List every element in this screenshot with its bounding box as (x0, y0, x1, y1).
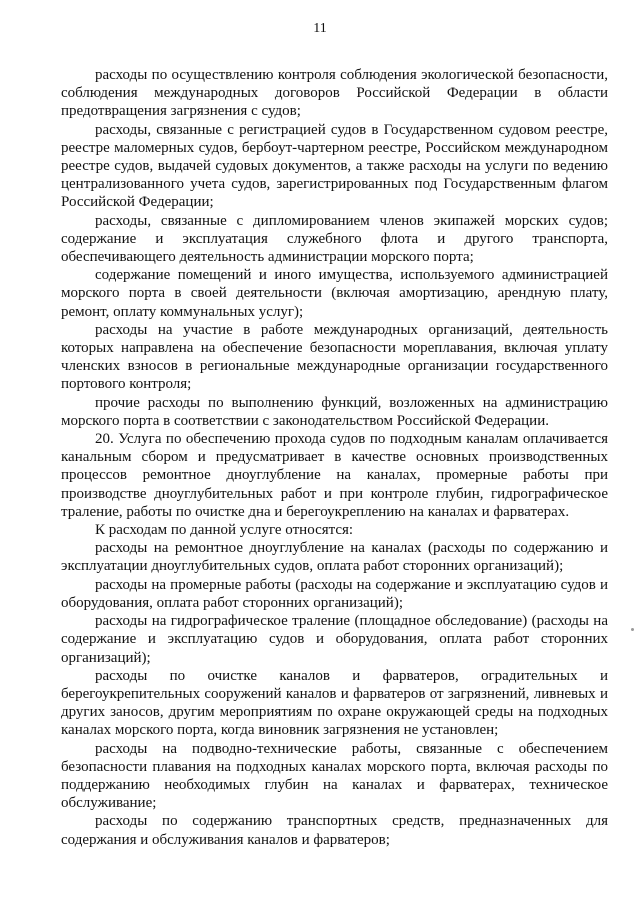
paragraph: расходы по содержанию транспортных средств, предназначенных для содержания и обслуживания каналов и фарватеров; (61, 813, 608, 848)
paragraph: расходы по осуществлению контроля соблюдения экологической безопасности, соблюдения международных договоров Российской Федерации в области предотвращения загрязнения с судов; (61, 67, 608, 120)
paragraph: расходы, связанные с регистрацией судов в Государственном судовом реестре, реестре маломерных судов, бербоут-чартерном реестре, Российском международном реестре судов, выдачей судовых документов, а также расходы на услуги по ведению централизованного учета судов, зарегистрированных под Государственным флагом Российской Федерации; (61, 121, 608, 211)
numbered-paragraph-20: 20. Услуга по обеспечению прохода судов по подходным каналам оплачивается канальным сбором и предусматривает в качестве основных производственных процессов ремонтное дноуглубление на каналах, промерные работы при производстве дноуглубительных работ и при контроле глубин, гидрографическое траление, работы по очистке дна и берегоукреплению на каналах и фарватерах. (61, 431, 608, 520)
paragraph: расходы на ремонтное дноуглубление на каналах (расходы по содержанию и эксплуатации дноуглубительных судов, оплата работ сторонних организаций); (61, 540, 608, 575)
paragraph: расходы, связанные с дипломированием членов экипажей морских судов; содержание и эксплуатация служебного флота и другого транспорта, обеспечивающего деятельность администрации морского порта; (61, 212, 608, 266)
paragraph: расходы на участие в работе международных организаций, деятельность которых направлена на обеспечение безопасности мореплавания, включая уплату членских взносов в региональные международные организации государственного портового контроля; (61, 321, 608, 393)
page-number: 11 (313, 21, 327, 36)
paragraph: расходы на промерные работы (расходы на содержание и эксплуатацию судов и оборудования, оплата работ сторонних организаций); (61, 576, 608, 611)
scan-speck (631, 628, 634, 631)
paragraph: содержание помещений и иного имущества, используемого администрацией морского порта в своей деятельности (включая амортизацию, арендную плату, ремонт, оплату коммунальных услуг); (61, 267, 608, 320)
paragraph: К расходам по данной услуге относятся: (95, 522, 354, 539)
paragraph: расходы по очистке каналов и фарватеров, оградительных и берегоукрепительных сооружений каналов и фарватеров от загрязнений, ливневых и других заносов, другим мероприятиям по охране окружающей среды на подходных каналах морского порта, когда виновник загрязнения не установлен; (61, 667, 608, 739)
paragraph: расходы на подводно-технические работы, связанные с обеспечением безопасности плавания на подходных каналах морского порта, включая расходы по поддержанию необходимых глубин на каналах и фарватерах, техническое обслуживание; (61, 740, 608, 812)
paragraph: расходы на гидрографическое траление (площадное обследование) (расходы на содержание и эксплуатацию судов и оборудования, оплата работ сторонних организаций); (61, 613, 608, 666)
document-body (61, 66, 608, 849)
paragraph: прочие расходы по выполнению функций, возложенных на администрацию морского порта в соответствии с законодательством Российской Федерации. (61, 394, 608, 429)
